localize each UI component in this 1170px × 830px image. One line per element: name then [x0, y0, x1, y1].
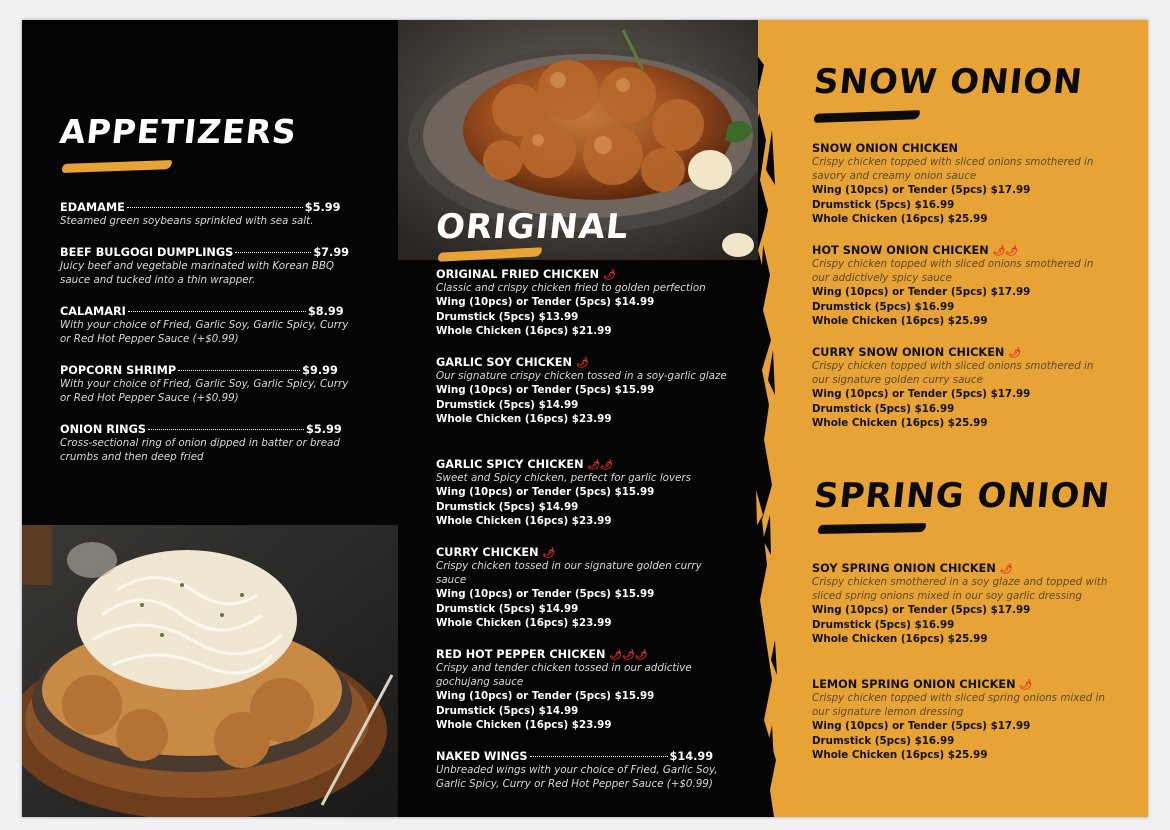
- list-item: ORIGINAL FRIED CHICKEN 🌶 Classic and crispy chicken fried to golden perfection Wing (10pcs) or Tender (5pcs) $14.99 Drumstick (5pcs) $13.99 Whole Chicken (16pcs) $21.99: [436, 268, 706, 337]
- list-item: NAKED WINGS $14.99 Unbreaded wings with your choice of Fried, Garlic Soy, Garlic Spicy, Curry or Red Hot Pepper Sauce (+$0.99): [436, 750, 718, 790]
- list-item: GARLIC SOY CHICKEN 🌶 Our signature crispy chicken tossed in a soy-garlic glaze Wing (10pcs) or Tender (5pcs) $15.99 Drumstick (5pcs) $14.99 Whole Chicken (16pcs) $23.99: [436, 356, 727, 425]
- list-item: BEEF BULGOGI DUMPLINGS $7.99 Juicy beef and vegetable marinated with Korean BBQ sauce and tucked into a thin wrapper.: [60, 246, 350, 286]
- spring-onion-underline: [818, 523, 926, 534]
- chili-icon: 🌶: [999, 564, 1013, 575]
- list-item: SNOW ONION CHICKEN Crispy chicken topped with sliced onions smothered in savory and creamy onion sauce Wing (10pcs) or Tender (5pcs) $17.99 Drumstick (5pcs) $16.99 Whole Chicken (16pcs) $25.99: [812, 142, 1094, 225]
- list-item: ONION RINGS $5.99 Cross-sectional ring of onion dipped in batter or bread crumbs and then deep fried: [60, 423, 342, 463]
- list-item: CURRY SNOW ONION CHICKEN 🌶 Crispy chicken topped with sliced onions smothered in our signature golden curry sauce Wing (10pcs) or Tender (5pcs) $17.99 Drumstick (5pcs) $16.99 Whole Chicken (16pcs) $25.99: [812, 346, 1094, 429]
- spring-onion-title: SPRING ONION: [811, 476, 1112, 516]
- chili-icon: 🌶🌶: [992, 246, 1019, 257]
- chili-icon: 🌶🌶🌶: [609, 650, 648, 661]
- list-item: CURRY CHICKEN 🌶 Crispy chicken tossed in our signature golden curry sauce Wing (10pcs) or Tender (5pcs) $15.99 Drumstick (5pcs) $14.99 Whole Chicken (16pcs) $23.99: [436, 546, 702, 629]
- list-item: RED HOT PEPPER CHICKEN 🌶🌶🌶 Crispy and tender chicken tossed in our addictive gochujang sauce Wing (10pcs) or Tender (5pcs) $15.99 Drumstick (5pcs) $14.99 Whole Chicken (16pcs) $23.99: [436, 648, 692, 731]
- chili-icon: 🌶: [1019, 680, 1033, 691]
- chili-icon: 🌶🌶: [587, 460, 613, 471]
- chili-icon: 🌶: [603, 270, 616, 281]
- menu-sheet: [22, 20, 1148, 817]
- snow-onion-chicken-photo: [22, 525, 398, 817]
- chili-icon: 🌶: [542, 548, 556, 559]
- list-item: POPCORN SHRIMP $9.99 With your choice of Fried, Garlic Soy, Garlic Spicy, Curry or Red Hot Pepper Sauce (+$0.99): [60, 364, 349, 404]
- original-title: ORIGINAL: [433, 207, 631, 247]
- chili-icon: 🌶: [1008, 348, 1022, 359]
- list-item: SOY SPRING ONION CHICKEN 🌶 Crispy chicken smothered in a soy glaze and topped with sliced spring onions mixed in our soy garlic dressing Wing (10pcs) or Tender (5pcs) $17.99 Drumstick (5pcs) $16.99 Whole Chicken (16pcs) $25.99: [812, 562, 1108, 645]
- list-item: LEMON SPRING ONION CHICKEN 🌶 Crispy chicken topped with sliced spring onions mixed in our signature lemon dressing Wing (10pcs) or Tender (5pcs) $17.99 Drumstick (5pcs) $16.99 Whole Chicken (16pcs) $25.99: [812, 678, 1105, 761]
- chili-icon: 🌶: [575, 358, 589, 369]
- list-item: CALAMARI $8.99 With your choice of Fried, Garlic Soy, Garlic Spicy, Curry or Red Hot Pepper Sauce (+$0.99): [60, 305, 349, 345]
- list-item: EDAMAME $5.99 Steamed green soybeans sprinkled with sea salt.: [60, 201, 341, 227]
- appetizers-title: APPETIZERS: [57, 112, 299, 151]
- snow-onion-title: SNOW ONION: [811, 62, 1085, 102]
- list-item: GARLIC SPICY CHICKEN 🌶🌶 Sweet and Spicy chicken, perfect for garlic lovers Wing (10pcs) or Tender (5pcs) $15.99 Drumstick (5pcs) $14.99 Whole Chicken (16pcs) $23.99: [436, 458, 692, 527]
- list-item: HOT SNOW ONION CHICKEN 🌶🌶 Crispy chicken topped with sliced onions smothered in our addictively spicy sauce Wing (10pcs) or Tender (5pcs) $17.99 Drumstick (5pcs) $16.99 Whole Chicken (16pcs) $25.99: [812, 244, 1094, 327]
